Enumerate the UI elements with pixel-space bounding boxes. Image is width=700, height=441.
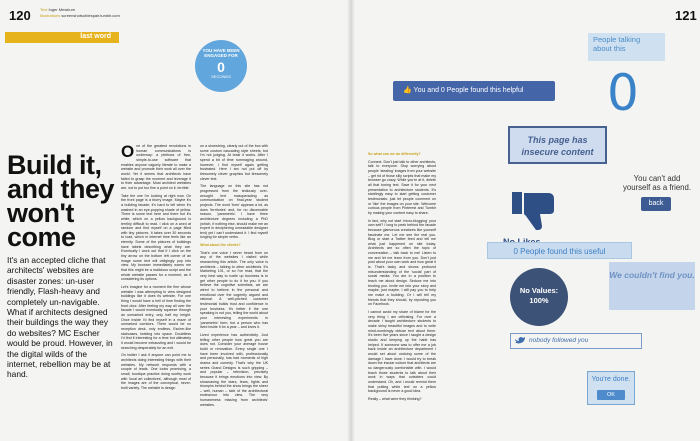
paragraph: On twitter I ask if anyone can point me to architects doing interesting things with their websites. My network responds with a couple of leads. One looks promising, a small, boutique practice doing worthy work with 'local art collectives', although most of the images are of the conceptual, never-built variety. The website is design <box>121 353 191 390</box>
nobody-followed-text: nobody followed you <box>529 337 589 344</box>
drop-cap: O <box>121 142 135 161</box>
no-values-text: No Values: 100% <box>519 286 559 305</box>
add-yourself-message: You can't add yourself as a friend. <box>622 174 692 192</box>
zero-found-useful-bar: 0 People found this useful <box>487 242 632 259</box>
paragraph: ne of the greatest revolutions in human communications is underway: a plethora of free, simple-to-use software that enables anyone vaguely literate to make a website and promote their work all over the world. Yet it seems that architects have failed to grasp the moment and leverage it to their advantage. Most architect websites are, not to put too fine a point on it, terrible. <box>121 144 191 190</box>
page-number-right: 121 <box>675 8 697 23</box>
nobody-followed-bar <box>510 333 642 349</box>
headline: Build it, and they won't come <box>7 150 115 252</box>
page-number-left: 120 <box>9 8 31 23</box>
credit-illustrations-value: screenshotsofdespair.tumblr.com <box>61 13 120 18</box>
engaged-badge-text: YOU HAVE BEEN ENGAGED FOR <box>202 48 240 58</box>
page-gutter <box>347 0 355 441</box>
credits <box>40 7 120 19</box>
body-column-1 <box>121 144 191 393</box>
ok-button: OK <box>597 390 625 400</box>
thumbs-up-icon: 👍 <box>403 87 412 94</box>
found-helpful-text: You and 0 People found this helpful <box>413 87 524 94</box>
found-helpful-bar <box>393 81 555 101</box>
paragraph: That's one voice I never heard from on any of the websites I visited while researching this article. The only voice is architects – talking to other architects. It's Marketing 101, or so I've read, that the very best way to rustle up business is to get other people to do it for you. If you believe the cognitive scientists, we are wired to believe in the personal and emotional over the cogently argued and rational. A well-pitched customer testimonial builds trust and confidence in your business. It's better if the one speaking is not you, telling the world about your interesting experiments in 'parametric' form, but a person who has lived inside it for a year – and loves it. <box>200 250 268 330</box>
credit-text-label: Text <box>40 7 48 12</box>
subheading: So what can we do differently? <box>368 152 421 156</box>
paragraph: I cannot avoid my share of blame for the very thing I am criticising. For over a decade I taught architecture students to make shiny beautiful images and to write mind-numbingly obtuse text about them. It's been five years since I taught a design studio and keeping up the habit has helped. If someone was to offer me a job back inside an architecture department I would set about undoing some of the damage I have done. I would try to break down the insular culture that architects are so dangerously comfortable with. I would teach those students to talk about their work in ways that outsiders could understand. Oh, and I would remind them that putting white text on a yellow background is never a good idea. <box>368 310 436 394</box>
paragraph: Take the one I'm looking at right now. On the front page is a blurry image. Maybe it's a building facade; it's hard to tell when it's washed in an eye-popping shade of yellow. There is some text here and there but it's white, which on a yellow background is terribly difficult to read. I click on a word at random and find myself on a page filled with tiny pictures. It takes over 30 seconds to load, which in internet time feels like an eternity. Some of the pictures of buildings have labels describing what they are. Eventually I work out that if I click on the tiny arrow on the bottom left corner of an image some text will obligingly pop into view. My browser immediately warns me that this might be a malicious script and the whole website passes for a moment, as if considering its options. <box>121 193 191 282</box>
paragraph: In fact, why not start 'micro-blogging' your own self? I long to peek behind the facade because glamorous creatures like yourself fascinate me. Let me see the real you. Blog or start a Twitter feed and tell me what just happened on site today. Architects are so often the topic of conversation – talk back to me! Listen to me and let me learn from you. Don't just post about your own work and how great it is. That's tacky and shows profound misunderstanding of the 'social' part of social media. You are in a position to teach me about design. Seduce me into trusting you. Invite me into your story and maybe, just maybe, I will pay you to help me make a building. Or I will tell my friends that they should, by reposting you on Facebook. <box>368 218 436 307</box>
credit-illustrations-label: Illustrations <box>40 13 61 18</box>
insecure-content-box: This page has insecure content <box>508 126 607 164</box>
paragraph: Let's imagine for a moment the firm whose website I was attempting to view designed buildings like it does its website. For one thing I would have a hell of time finding the front door. After feeling my way all over the facade I would eventually squeeze through an unmarked entry, only half my height. Once inside I'd find myself in a maze of unmarked corridors. There would be no reception desk, only endless, Escher-like staircases, twisting into space. Doubtless I'd find it interesting for a time but ultimately it would become exhausting and I would be searching desperately for an exit. <box>121 285 191 350</box>
couldnt-find-box: We couldn't find you. <box>609 262 695 310</box>
body-column-3 <box>368 152 436 404</box>
paragraph: Connect. Don't just talk to other architects, talk to everyone. Stop worrying about people 'stealing' images from your website – get rid of those silly scripts that make my browser go crazy. While you're at it, delete all that boring text. Save it for your next presentation to architecture students. It's startlingly easy to start getting customer testimonials: just let people comment on or 'like' the images on your site. Welcome curious people from Pinterest and Tumblr by making your content easy to share. <box>368 159 436 215</box>
section-bar <box>5 32 119 43</box>
engaged-badge <box>195 40 247 92</box>
paragraph: Lived experience has authenticity. Just telling other people how great you are does not. Consider your average house build or renovation. Every single one I have been involved with, professionally and personally, has had moments of high drama and comedy. That's why the UK series Grand Designs is such gripping – and popular – television, precisely because it brings emotions into view. By showcasing the tears, fears, fights and triumphs behind the show brings the sheer – well, human – side of the architectural endeavour into view. The very humaneness missing from architects' websites. <box>200 332 268 407</box>
done-text: You're done. <box>591 376 631 383</box>
subheading: What about the clients? <box>200 243 241 248</box>
twitter-bird-icon <box>514 336 526 346</box>
no-values-circle <box>510 268 568 326</box>
paragraph: The language on this site has not progressed from the tediously over-wrought text masquerading as communication on final-year student projects. The word 'form' appears a lot, as does 'territories' and, for no discernable reason, 'parametric'. I have three architecture degrees including a PhD (which, if nothing else, should make me an expert in deciphering unreadable designer text) yet I can't understand it. I find myself longing for simple verbs. <box>200 184 268 240</box>
paragraph: on a shoestring, clearly out of the box with some custom cascading style sheets, but I'm not judging. At least it works. After I spend a bit of time rummaging around, however, I find myself again getting frustrated. Here I am not put off by tiresomely clever graphics but tiresomely clever text. <box>200 144 268 181</box>
back-button: back <box>641 197 671 211</box>
standfirst: It's an accepted cliche that architects' websites are disaster zones: un-user friendly, Flash-heavy and completely un-navigable. What if architects designed their buildings the way they do websites? MC Escher would be proud. However, in the digital wilds of the internet, rebellion may be at hand. <box>7 255 113 380</box>
thumbs-down-icon <box>510 190 558 232</box>
engaged-badge-unit: SECONDS <box>211 74 231 79</box>
paragraph: Really – what were they thinking? <box>368 396 422 401</box>
done-dialog <box>587 371 635 405</box>
body-column-2 <box>200 144 268 410</box>
engaged-badge-number: 0 <box>217 59 225 75</box>
people-talking-box: People talking about this <box>588 33 665 61</box>
credit-text-value: Inger Mewburn <box>48 7 76 12</box>
section-label: last word <box>80 33 111 40</box>
big-zero: 0 <box>607 64 639 122</box>
